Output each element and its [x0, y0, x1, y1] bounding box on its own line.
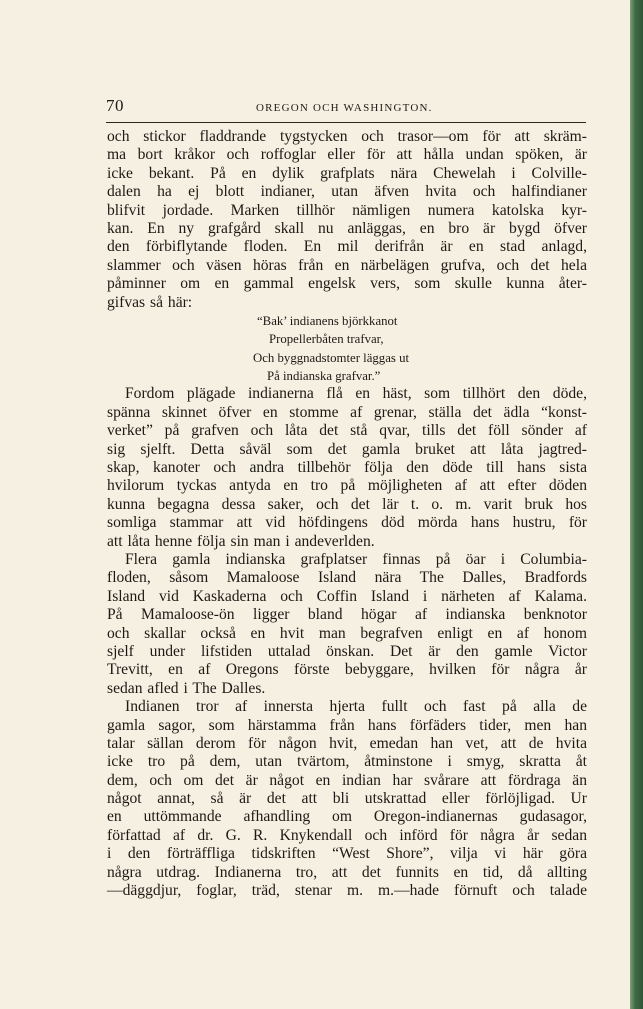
text-line: en uttömmande afhandling om Oregon-indianernas gudasagor, [107, 808, 587, 826]
text-line: slammer och väsen höras från en närbelägen grufva, och det hela [107, 256, 587, 274]
text-line: På Mamaloose-ön ligger bland högar af indianska benknotor [107, 606, 587, 624]
body-text [107, 128, 587, 900]
paragraph-continuation [107, 128, 587, 312]
text-line: dalen ha ej blott indianer, utan äfven hvita och halfindianer [107, 183, 587, 201]
verse-line: Propellerbåten trafvar, [269, 332, 384, 347]
text-line: den förbiflytande floden. En mil derifrån är en stad anlagd, [107, 238, 587, 256]
text-line: gifvas så här: [107, 293, 193, 311]
text-line: påminner om en gammal engelsk vers, som skulle kunna åter- [107, 275, 587, 293]
text-line: Trevitt, en af Oregons förste bebyggare, hvilken för några år [107, 661, 587, 679]
text-line: och stickor fladdrande tygstycken och trasor—om för att skräm- [107, 128, 587, 145]
text-line: något annat, så är det att bli utskrattad eller förlöjligad. Ur [107, 790, 587, 808]
text-line: —däggdjur, foglar, träd, stenar m. m.—hade förnuft och talade [107, 882, 587, 900]
text-line: icke bekant. På en dylik grafplats nära Chewelah i Colville- [107, 164, 587, 182]
text-line: dem, och om det är något en indian har svårare att fördraga än [107, 771, 587, 789]
text-line: Flera gamla indianska grafplatser finnas på öar i Columbia- [125, 550, 587, 568]
text-line: spänna skinnet öfver en stomme af grenar, ställa det ädla “konst- [107, 403, 587, 421]
header-rule [106, 122, 586, 123]
text-line: floden, såsom Mamaloose Island nära The Dalles, Bradfords [107, 569, 587, 587]
text-line: författad af dr. G. R. Knykendall och införd för några år sedan [107, 826, 587, 844]
text-line: verket” på grafven och låta det stå qvar, tills det föll sönder af [107, 422, 587, 440]
paragraph [107, 698, 587, 900]
text-line: talar sällan derom för någon hvit, emedan han vet, att de hvita [107, 734, 587, 752]
text-line: i den förträffliga tidskriften “West Shore”, vilja vi här göra [107, 845, 587, 863]
text-line: sedan afled i The Dalles. [107, 679, 266, 697]
page-header [106, 96, 586, 118]
text-line: Island vid Kaskaderna och Coffin Island i närheten af Kalama. [107, 587, 587, 605]
running-title: OREGON OCH WASHINGTON. [256, 102, 433, 114]
text-line: Indianen tror af innersta hjerta fullt och fast på alla de [125, 698, 587, 716]
text-line: Fordom plägade indianerna flå en häst, som tillhört den döde, [125, 385, 587, 403]
text-line: blifvit jordade. Marken tillhör nämligen numera katolska kyr- [107, 201, 587, 219]
text-line: sjelf under lifstiden uttalad önskan. Det är den gamle Victor [107, 642, 587, 660]
text-line: några utdrag. Indianerna tro, att det funnits en tid, då allting [107, 863, 587, 881]
paragraph [107, 551, 587, 698]
book-spine-edge [630, 0, 643, 1009]
text-line: ma bort kråkor och roffoglar eller för att hålla undan spöken, är [107, 146, 587, 164]
text-line: sig sjelft. Detta såväl som det gamla bruket att låta jagtred- [107, 440, 587, 458]
text-line: gamla sagor, som härstamma från hans förfäders tider, men han [107, 716, 587, 734]
text-line: kunna begagna dessa saker, och det lär t. o. m. varit bruk hos [107, 495, 587, 513]
text-line: att låta henne följa sin man i andeverlden. [107, 532, 375, 550]
page-number: 70 [106, 96, 124, 115]
text-line: hvilorum tyckas antyda en tro på möjligheten af att efter döden [107, 477, 587, 495]
verse-line: “Bak’ indianens björkkanot [257, 313, 398, 328]
paragraph [107, 385, 587, 551]
text-line: icke tro på dem, utan tvärtom, åtminstone i smyg, skratta åt [107, 753, 587, 771]
verse-line: På indianska grafvar.” [267, 369, 381, 384]
verse-block [107, 312, 587, 386]
text-line: skap, kanoter och andra tillbehör följa den döde till hans sista [107, 459, 587, 477]
text-line: och skallar också en hvit man begrafven enligt en af honom [107, 624, 587, 642]
text-line: somliga stammar att vid höfdingens död mörda hans hustru, för [107, 514, 587, 532]
text-line: kan. En ny grafgård skall nu anläggas, en bro är bygd öfver [107, 219, 587, 237]
verse-line: Och byggnadstomter läggas ut [253, 350, 410, 365]
